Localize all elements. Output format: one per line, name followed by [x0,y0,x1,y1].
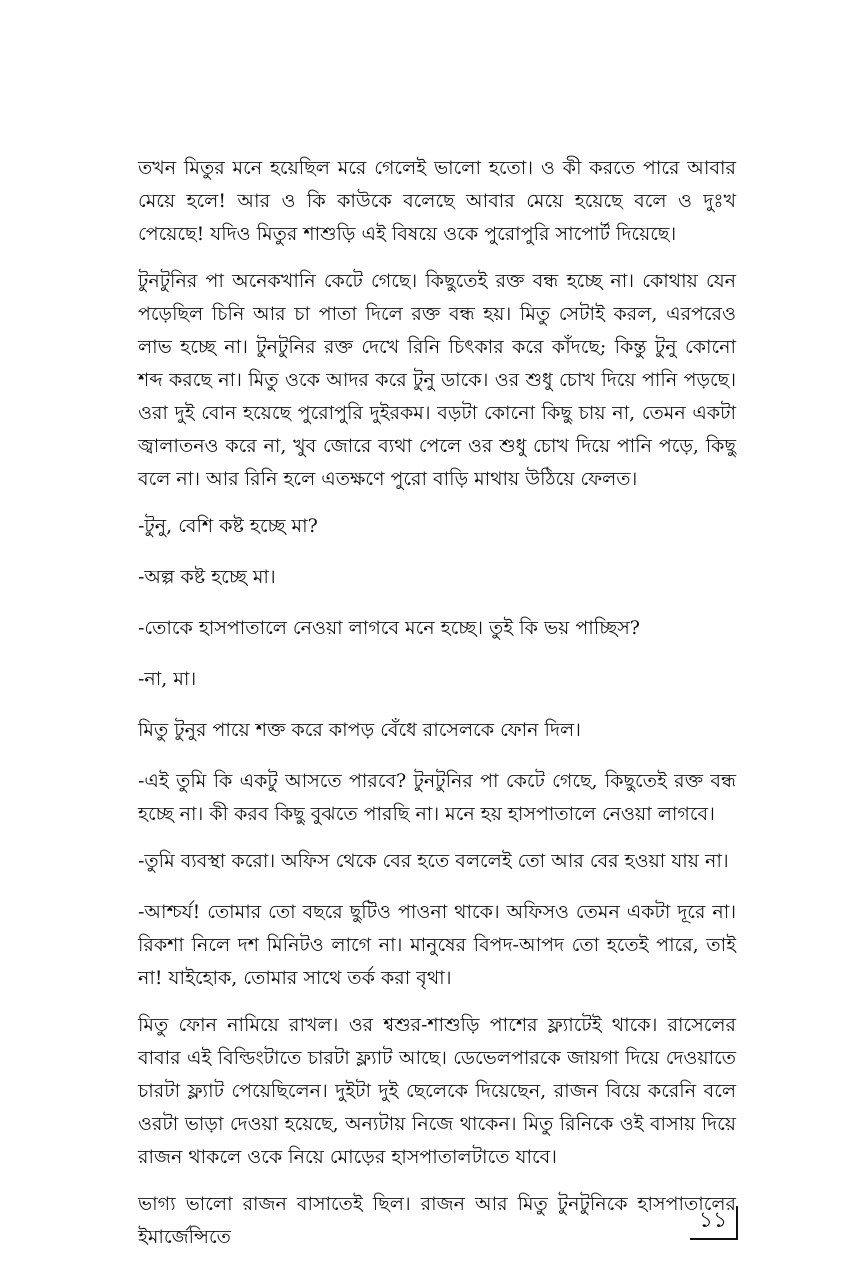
dialog-line: -অল্প কষ্ট হচ্ছে মা। [138,566,276,588]
paragraph: টুনটুনির পা অনেকখানি কেটে গেছে। কিছুতেই রক্ত বন্ধ হচ্ছে না। কোথায় যেন পড়েছিল চিনি আর চা পাতা দিলে রক্ত বন্ধ হয়। মিতু সেটাই করল, এরপরেও লাভ হচ্ছে না। টুনটুনির রক্ত দেখে রিনি চিৎকার করে কাঁদছে; কিন্তু টুনু কোনো শব্দ করছে না। মিতু ওকে আদর করে টুনু ডাকে। ওর শুধু চোখ দিয়ে পানি পড়ছে। ওরা দুই বোন হয়েছে পুরোপুরি দুইরকম। বড়টা কোনো কিছু চায় না, তেমন একটা জ্বালাতনও করে না, খুব জোরে ব্যথা পেলে ওর শুধু চোখ দিয়ে পানি পড়ে, কিছু বলে না। আর রিনি হলে এতক্ষণে পুরো বাড়ি মাথায় উঠিয়ে ফেলত। [138,270,736,490]
paragraph: মিতু টুনুর পায়ে শক্ত করে কাপড় বেঁধে রাসেলকে ফোন দিল। [138,719,581,741]
dialog-line: -টুনু, বেশি কষ্ট হচ্ছে মা? [138,515,318,537]
paragraph: তখন মিতুর মনে হয়েছিল মরে গেলেই ভালো হতো। ও কী করতে পারে আবার মেয়ে হলে! আর ও কি কাউকে বলেছে আবার মেয়ে হয়েছে বলে ও দুঃখ পেয়েছে! যদিও মিতুর শাশুড়ি এই বিষয়ে ওকে পুরোপুরি সাপোর্ট দিয়েছে। [138,157,736,245]
page-number: ১১ [690,1206,738,1240]
dialog-line: -আশ্চর্য! তোমার তো বছরে ছুটিও পাওনা থাকে। অফিসও তেমন একটা দূরে না। রিকশা নিলে দশ মিনিটও লাগে না। মানুষের বিপদ-আপদ তো হতেই পারে, তাই না! যাইহোক, তোমার সাথে তর্ক করা বৃথা। [138,901,736,989]
paragraph: মিতু ফোন নামিয়ে রাখল। ওর শ্বশুর-শাশুড়ি পাশের ফ্ল্যাটেই থাকে। রাসেলের বাবার এই বিল্ডিংটাতে চারটা ফ্ল্যাট আছে। ডেভেলপারকে জায়গা দিয়ে দেওয়াতে চারটা ফ্ল্যাট পেয়েছিলেন। দুইটা দুই ছেলেকে দিয়েছেন, রাজন বিয়ে করেনি বলে ওরটা ভাড়া দেওয়া হয়েছে, অন্যটায় নিজে থাকেন। মিতু রিনিকে ওই বাসায় দিয়ে রাজন থাকলে ওকে নিয়ে মোড়ের হাসপাতালটাতে যাবে। [138,1014,736,1168]
dialog-line: -তোকে হাসপাতালে নেওয়া লাগবে মনে হচ্ছে। তুই কি ভয় পাচ্ছিস? [138,617,640,639]
dialog-line: -না, মা। [138,668,197,690]
dialog-line: -তুমি ব্যবস্থা করো। অফিস থেকে বের হতে বললেই তো আর বের হওয়া যায় না। [138,850,729,872]
page-body [138,152,736,1268]
paragraph: ভাগ্য ভালো রাজন বাসাতেই ছিল। রাজন আর মিতু টুনটুনিকে হাসপাতালের ইমার্জেন্সিতে [138,1193,736,1248]
dialog-line: -এই তুমি কি একটু আসতে পারবে? টুনটুনির পা কেটে গেছে, কিছুতেই রক্ত বন্ধ হচ্ছে না। কী করব কিছু বুঝতে পারছি না। মনে হয় হাসপাতালে নেওয়া লাগবে। [138,770,736,825]
